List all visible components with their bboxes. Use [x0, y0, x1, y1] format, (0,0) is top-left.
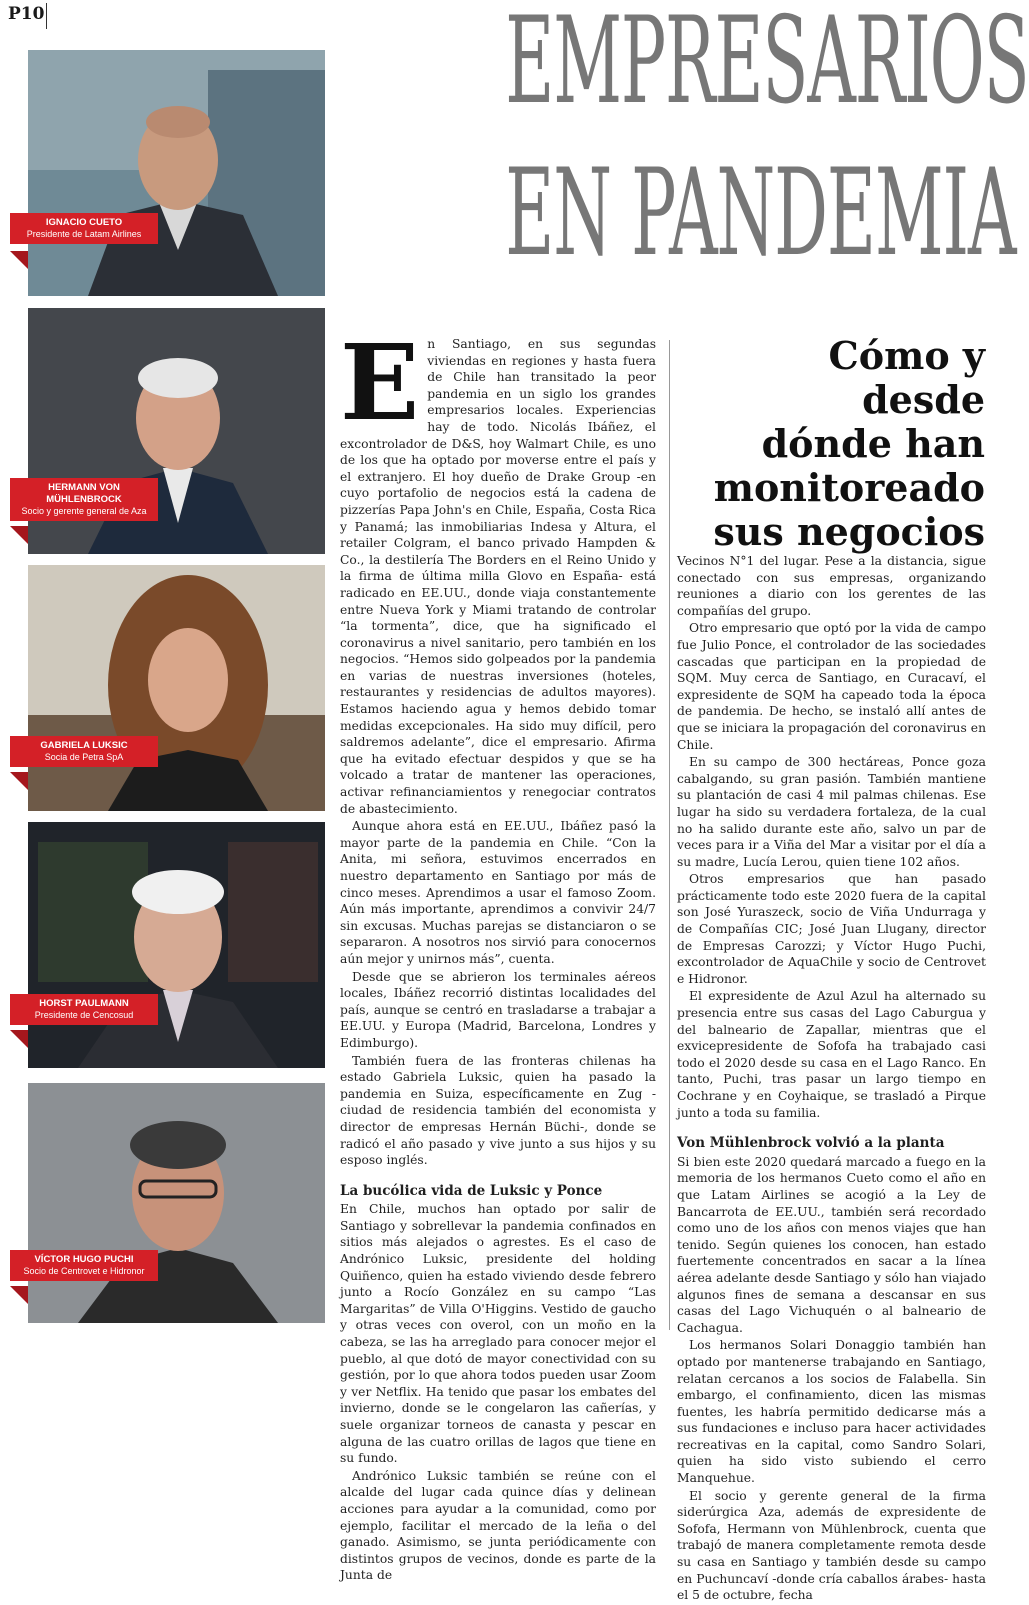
caption-gabriela-luksic [10, 736, 158, 767]
profile-name: HERMANN VON MÜHLENBROCK [46, 482, 122, 505]
photo-ignacio-cueto [28, 50, 325, 296]
profile-role: Presidente de Latam Airlines [26, 228, 142, 239]
article-paragraph: En su campo de 300 hectáreas, Ponce goza cabalgando, su gran pasión. También mantiene su plantación de casi 4 mil palmas chilenas. Ese lugar ha sido su verdadera fortaleza, de la cual no ha salido durante este año, salvo un par de veces para ir a Viña del Mar a visitar por el día a su madre, Lucía Lerou, quien tiene 102 años. [677, 755, 986, 869]
profile-role: Socia de Petra SpA [44, 751, 124, 762]
article-column-1 [340, 321, 656, 1585]
subhead-line: Cómo y desde [828, 333, 985, 422]
caption-tail [10, 772, 28, 790]
caption-tail [10, 526, 28, 544]
article-paragraph: También fuera de las fronteras chilenas ha estado Gabriela Luksic, quien ha pasado la pandemia en Suiza, específicamente en Zug -ciudad de residencia también del economista y director de empresas Hernán Büchi-, donde se radicó el año pasado y vive junto a sus hijos y su esposo inglés. [340, 1053, 656, 1168]
article-paragraph: Vecinos N°1 del lugar. Pese a la distancia, sigue conectado con sus empresas, organizando reuniones a diario con los gerentes de las compañías del grupo. [677, 554, 986, 618]
photo-gabriela-luksic [28, 565, 325, 811]
caption-tail [10, 1030, 28, 1048]
article-paragraph: Otro empresario que optó por la vida de campo fue Julio Ponce, el controlador de las sociedades cascadas que participan en la propiedad de SQM. Muy cerca de Santiago, en Curacaví, el expresidente de SQM ha capeado toda la época de pandemia. De hecho, se instaló allí antes de que se iniciara la propagación del coronavirus en Chile. [677, 621, 986, 752]
caption-ignacio-cueto [10, 213, 158, 244]
section-heading: La bucólica vida de Luksic y Ponce [340, 1182, 603, 1199]
profile-name: GABRIELA LUKSIC [40, 740, 128, 751]
drop-cap: E [340, 321, 420, 444]
profile-role: Socio y gerente general de Aza [21, 505, 147, 516]
subhead-line: dónde han [761, 421, 985, 466]
portrait-image [28, 822, 325, 1068]
profile-name: IGNACIO CUETO [45, 217, 123, 228]
profile-role: Socio de Centrovet e Hidronor [23, 1265, 145, 1276]
subheadline [695, 334, 985, 554]
headline-line-2: EN PANDEMIA [505, 144, 1016, 283]
article-paragraph: Aunque ahora está en EE.UU., Ibáñez pasó la mayor parte de la pandemia en Chile. “Con la Anita, mi señora, estuvimos encerrados en nuestro departamento en Santiago por más de cinco meses. Aprendimos a usar el famoso Zoom. Aún más importante, aprendimos a convivir 24/7 sin excusas. Muchas parejas se distanciaron o se separaron. A nosotros nos sirvió para conocernos aún mejor y unirnos más”, cuenta. [340, 819, 656, 966]
photo-victor-hugo-puchi [28, 1080, 325, 1320]
portrait-image [28, 50, 325, 296]
caption-hermann-von-muhlenbrock [10, 478, 158, 521]
page-number-divider [46, 3, 47, 29]
column-divider [669, 340, 670, 1330]
portrait-image [28, 565, 325, 811]
portrait-image [28, 1080, 325, 1326]
article-paragraph: Otros empresarios que han pasado prácticamente todo este 2020 fuera de la capital son José Yuraszeck, socio de Viña Undurraga y de Compañías CIC; José Juan Llugany, director de Empresas Carozzi; y Víctor Hugo Puchi, excontrolador de AquaChile y socio de Centrovet e Hidronor. [677, 872, 986, 986]
profile-name: HORST PAULMANN [39, 998, 129, 1009]
subhead-line: sus negocios [713, 509, 985, 554]
photo-horst-paulmann [28, 822, 325, 1068]
page-number: P10 [8, 4, 45, 24]
article-paragraph: Andrónico Luksic también se reúne con el alcalde del lugar cada quince días y delinean acciones para ayudar a la comunidad, como por ejemplo, facilitar el mercado de la leña o del ganado. Asimismo, se junta periódicamente con distintos grupos de vecinos, donde es parte de la Junta de [340, 1468, 656, 1583]
headline-line-1: EMPRESARIOS [505, 0, 1029, 131]
main-headline [370, 0, 1029, 283]
article-paragraph: Los hermanos Solari Donaggio también han optado por mantenerse trabajando en Santiago, relatan cercanos a los socios de Falabella. Sin embargo, el confinamiento, dicen las mismas fuentes, les habría permitido dedicarse más a sus fundaciones e incluso para hacer actividades recreativas en la capital, como Sandro Solari, quien ha sido visto subiendo el cerro Manquehue. [677, 1338, 986, 1486]
caption-tail [10, 1286, 28, 1304]
profile-role: Presidente de Cencosud [34, 1009, 134, 1020]
paragraph-text: n Santiago, en sus segundas viviendas en regiones y hasta fuera de Chile han transitado la peor pandemia en un siglo los grandes empresarios locales. Experiencias hay de todo. Nicolás Ibáñez, el excontrolador de D&S, hoy Walmart Chile, es uno de los que ha optado por moverse entre el país y el extranjero. El hoy dueño de Drake Group -en cuyo portafolio de negocios está la cadena de pizzerías Papa John's en Chile, España, Costa Rica y Panamá; las inmobiliarias Indesa y Altura, el retailer Colgram, el banco privado Hampden & Co., la destilería The Borders en el Reino Unido y la firma de última milla Glovo en España- está radicado en EE.UU., donde viaja constantemente entre Nueva York y Miami tratando de controlar “la tormenta”, dice, que ha significado el coronavirus a nivel sanitario, pero también en los negocios. “Hemos sido golpeados por la pandemia en varias de nuestras inversiones (hoteles, restaurantes y residencias de adultos mayores). Estamos haciendo agua y hemos debido tomar medidas excepcionales. Ha sido muy difícil, pero saldremos adelante”, dice el empresario. Afirma que ha evitado efectuar despidos y que se ha volcado a tratar de mantener las operaciones, activar refinanciamientos y renegociar contratos de abastecimiento. [340, 337, 656, 816]
article-column-2 [677, 553, 986, 1605]
caption-victor-hugo-puchi [10, 1250, 158, 1281]
article-paragraph [340, 321, 656, 817]
article-paragraph: El socio y gerente general de la firma siderúrgica Aza, además de expresidente de Sofofa, Hermann von Mühlenbrock, cuenta que trabajó de manera completamente remota desde su casa en Santiago y también desde su campo en Puchuncaví -donde cría caballos árabes- hasta el 5 de octubre, fecha [677, 1488, 986, 1603]
caption-tail [10, 251, 28, 269]
article-paragraph: El expresidente de Azul Azul ha alternado su presencia entre sus casas del Lago Caburgua y del balneario de Zapallar, mientras que el exvicepresidente de Sofofa ha trabajado casi todo el 2020 desde su casa en el Lago Ranco. En tanto, Puchi, tras pasar un largo tiempo en Cochrane y en Coyhaique, se trasladó a Pirque junto a toda su familia. [677, 989, 986, 1120]
subhead-line: monitoreado [713, 465, 985, 510]
article-paragraph: Si bien este 2020 quedará marcado a fuego en la memoria de los hermanos Cueto como el año en que Latam Airlines se acogió a la Ley de Bancarrota de EE.UU., también será recordado como uno de los años con menos viajes que han tenido. Según quienes los conocen, han estado fuertemente concentrados en sacar a la línea aérea adelante desde Santiago y sólo han viajado algunos fines de semana a descansar en sus casas del Lago Vichuquén o al balneario de Cachagua. [677, 1154, 986, 1335]
article-paragraph: Desde que se abrieron los terminales aéreos locales, Ibáñez recorrió distintas localidades del país, aunque se centró en trasladarse a trabajar a EE.UU. y Europa (Madrid, Barcelona, Londres y Edimburgo). [340, 969, 656, 1050]
article-paragraph: En Chile, muchos han optado por salir de Santiago y sobrellevar la pandemia confinados en sitios más alejados o agrestes. Es el caso de Andrónico Luksic, presidente del holding Quiñenco, quien ha estado viviendo desde febrero junto a Rocío González en su campo “Las Margaritas” de Villa O'Higgins. Vestido de gaucho y otras veces con overol, con un moño en la cabeza, se las ha arreglado para conocer mejor el pueblo, al que dotó de mayor conectividad con su gestión, por lo que ahora todos pueden usar Zoom y ver Netflix. Ha tenido que pasar los embates del invierno, donde se le congelaron las cañerías, y suele organizar torneos de canasta y pescar en alguna de las cuatro orillas de lagos que tiene en su fundo. [340, 1202, 656, 1466]
section-heading: Von Mühlenbrock volvió a la planta [677, 1135, 945, 1152]
caption-horst-paulmann [10, 994, 158, 1025]
profile-name: VÍCTOR HUGO PUCHI [34, 1254, 134, 1265]
